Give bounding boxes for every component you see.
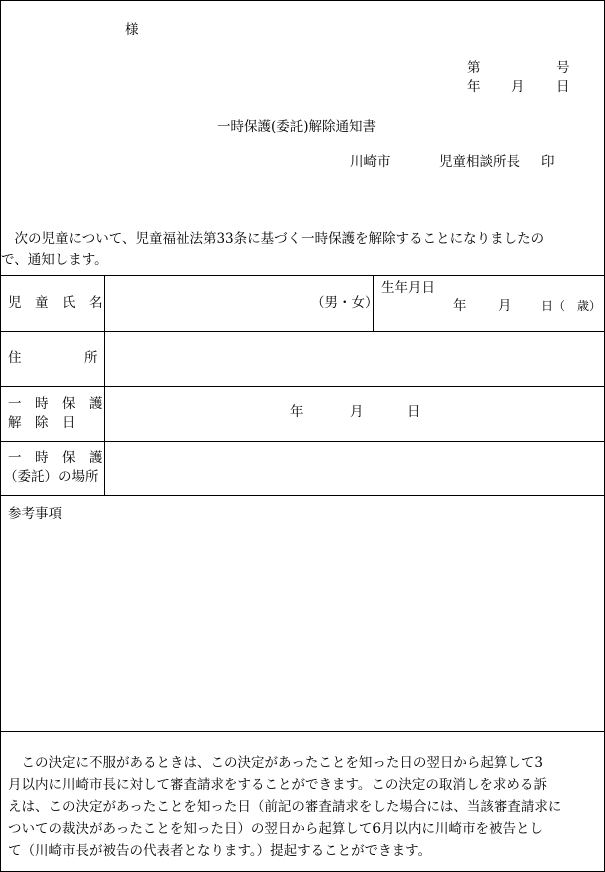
footer-line-4: ついての裁決があったことを知った日）の翌日から起算して6月以内に川崎市を被告とし [8,821,543,837]
addressee-suffix: 様 [125,22,139,38]
issuer-city: 川崎市 [350,154,391,170]
gender-options: （男・女） [311,295,379,311]
release-year: 年 [290,404,304,420]
footer-line-5: て（川崎市長が被告の代表者となります。）提起することができます。 [8,843,432,859]
seal-mark: 印 [541,154,555,170]
number-prefix: 第 [467,60,481,76]
birth-day-age: 日（ 歳） [541,299,602,313]
birth-month: 月 [498,298,512,314]
number-suffix: 号 [556,60,570,76]
notes-label: 参考事項 [8,506,62,522]
intro-line-1: 次の児童について、児童福祉法第33条に基づく一時保護を解除することになりましたの [1,231,545,247]
footer-line-3: えは、この決定があったことを知った日（前記の審査請求をした場合には、当該審査請求に [8,799,562,815]
intro-line-2: で、通知します。 [1,252,108,268]
row-divider-2 [1,386,604,387]
address-label-right: 所 [84,350,98,366]
footer-line-1: この決定に不服があるときは、この決定があったことを知った日の翌日から起算して3 [8,755,543,771]
release-date-label-line-1: 一 時 保 護 [8,396,103,412]
table-top-border [1,275,604,276]
document-title: 一時保護(委託)解除通知書 [217,119,377,135]
place-label-line-2: （委託）の場所 [4,469,99,485]
row-divider-1 [1,331,604,332]
birthdate-label: 生年月日 [381,280,435,296]
release-date-label-line-2: 解 除 日 [8,415,76,431]
label-column-divider [104,275,105,495]
release-month: 月 [350,404,364,420]
footer-line-2: 月以内に川崎市長に対して審査請求をすることができます。この決定の取消しを求める訴 [8,777,547,793]
date-day: 日 [556,79,570,95]
place-label-line-1: 一 時 保 護 [8,450,103,466]
row-divider-3 [1,441,604,442]
issuer-title: 児童相談所長 [439,154,520,170]
release-day: 日 [407,404,421,420]
birth-year: 年 [453,298,467,314]
address-label-left: 住 [8,350,22,366]
notes-bottom-border [1,731,604,732]
date-year: 年 [467,79,481,95]
child-name-label: 児 童 氏 名 [8,295,103,311]
date-month: 月 [511,79,525,95]
row-divider-4 [1,495,604,496]
